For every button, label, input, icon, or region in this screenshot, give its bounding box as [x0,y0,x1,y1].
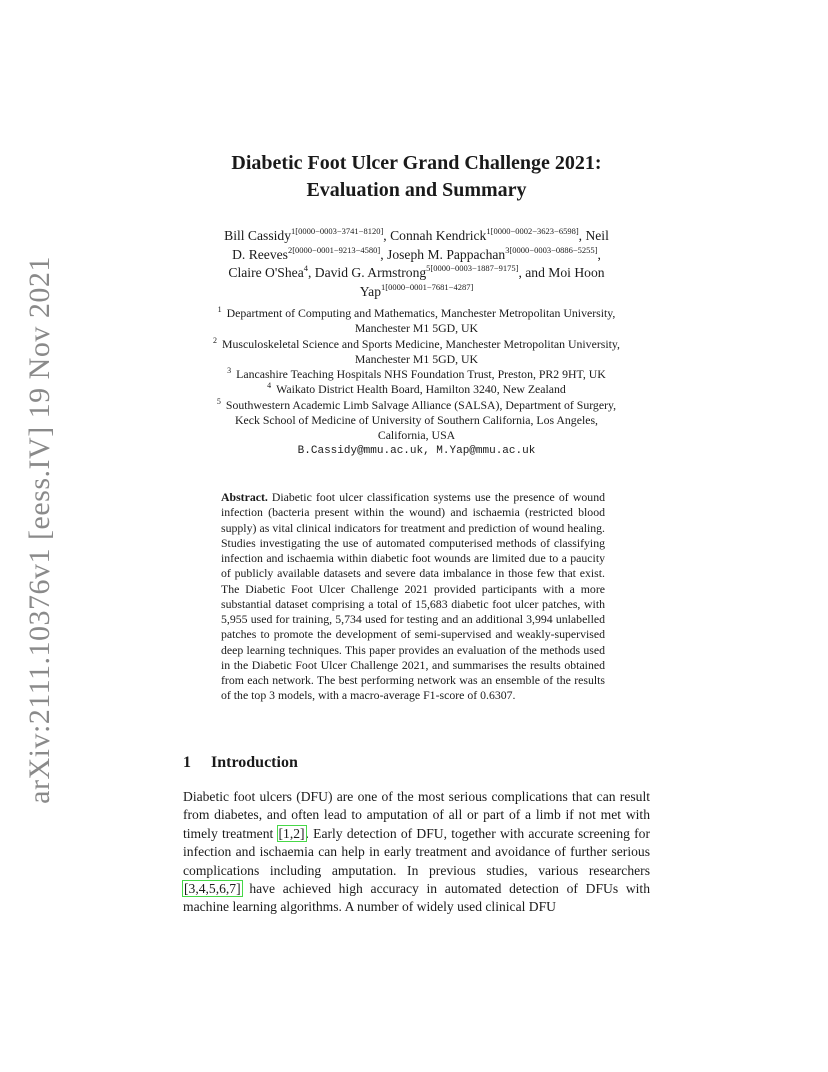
abstract-label: Abstract. [221,490,268,504]
affiliation-text: Musculoskeletal Science and Sports Medicine, Manchester Metropolitan University, [222,336,620,351]
author-affil-mark: 4 [303,263,308,273]
author-name: Bill Cassidy [224,228,291,243]
citation-link[interactable]: [3,4,5,6,7] [184,881,241,897]
author-name: Yap [359,283,381,299]
affiliation-text: Waikato District Health Board, Hamilton 3240, New Zealand [276,382,566,397]
arxiv-identifier-stamp: arXiv:2111.10376v1 [eess.IV] 19 Nov 2021 [23,256,56,804]
affiliation-text: Southwestern Academic Limb Salvage Alliance (SALSA), Department of Surgery, [225,397,617,412]
affiliation-5 [183,398,650,413]
author-line-3: Claire O'Shea$^4$, David G. Armstrong$^{5[0000-0003-1887-9175]}$, and Moi Hoon [228,263,605,280]
affiliation-number: 1 [217,305,222,314]
affiliation-5-cont2: California, USA [377,428,456,443]
author-line-2: D. Reeves$^{2[0000-0001-9213-4580]}$, Joseph M. Pappachan$^{3[0000-0003-0886-5255]}$, [232,244,601,262]
paragraph-text: have achieved high accuracy in automated detection of DFUs with machine learning algorithms. A number of widely used clinical DFU [183,881,650,915]
author-name: and Moi Hoon [525,265,605,280]
author-orcid: 3[0000−0003−0886−5255] [505,244,598,255]
author-list [183,227,650,301]
abstract [221,490,605,704]
affiliation-5-cont: Keck School of Medicine of University of Southern California, Los Angeles, [234,413,598,428]
author-name: David G. Armstrong [314,265,427,280]
title-line-2: Evaluation and Summary [306,179,527,201]
author-orcid: 2[0000−0001−9213−4580] [287,244,381,255]
author-name: Joseph M. Pappachan [387,246,506,262]
affiliation-1-cont: Manchester M1 5GD, UK [354,321,479,336]
affiliation-number: 2 [213,335,218,345]
section-title: Introduction [211,754,298,771]
paragraph-text: Diabetic foot ulcers (DFU) are one of the most serious complications that can result from diabetes, and often lead to amputation of all or part of a limb if not met with timely treatment [183,789,650,841]
paper-title [183,150,650,204]
abstract-text: Diabetic foot ulcer classification systems use the presence of wound infection (bacteria present within the wound) and ischaemia (restricted blood supply) as vital clinical indicators for treatment and prediction of wound healing. Studies investigating the use of automated computerised methods of classifying infection and ischaemia within diabetic foot wounds are limited due to a paucity of publicly available datasets and severe data imbalance in those few that exist. The Diabetic Foot Ulcer Challenge 2021 provided participants with a more substantial dataset comprising a total of 15,683 diabetic foot ulcer patches, with 5,955 used for training, 5,734 used for testing and an additional 3,994 unlabelled patches to promote the development of semi-supervised and weakly-supervised deep learning techniques. This paper provides an evaluation of the methods used in the Diabetic Foot Ulcer Challenge 2021, and summarises the results obtained from each network. The best performing network was an ensemble of the results of the top 3 models, with a macro-average F1-score of 0.6307. [221,490,605,703]
author-orcid: 1[0000−0003−3741−8120] [291,226,384,236]
author-name: Claire O'Shea [228,265,304,280]
affiliation-text: Lancashire Teaching Hospitals NHS Foundation Trust, Preston, PR2 9HT, UK [236,367,606,382]
introduction-paragraph [183,788,650,917]
affiliation-text: Department of Computing and Mathematics, Manchester Metropolitan University, [226,306,616,320]
citation-link[interactable]: [1,2] [278,825,305,841]
affiliation-3 [183,367,650,382]
author-line-4 [183,283,650,302]
section-heading [183,754,298,772]
author-orcid: 1[0000−0001−7681−4287] [381,281,474,292]
author-orcid: 5[0000−0003−1887−9175] [426,263,519,273]
author-name: D. Reeves [232,246,288,262]
section-number: 1 [183,754,191,771]
affiliations [183,306,650,459]
affiliation-number: 4 [267,381,272,391]
author-name: Neil [585,228,609,243]
affiliation-number: 5 [216,396,221,406]
title-line-1: Diabetic Foot Ulcer Grand Challenge 2021: [231,152,602,174]
affiliation-number: 3 [227,366,232,376]
author-line-1: Bill Cassidy$^{1[0000-0003-3741-8120]}$, Connah Kendrick$^{1[0000-0002-3623-6598]}$, Neil [224,226,609,243]
affiliation-1 [183,306,650,321]
author-name: Connah Kendrick [390,228,487,243]
author-emails[interactable]: B.Cassidy@mmu.ac.uk, M.Yap@mmu.ac.uk [297,444,536,457]
author-orcid: 1[0000−0002−3623−6598] [486,226,579,236]
affiliation-4 [183,382,650,397]
affiliation-2 [183,337,650,352]
paragraph-text: . Early detection of DFU, together with accurate screening for infection and ischaemia can help in early treatment and avoidance of further serious complications including amputation. In previous studies, various researchers [183,825,650,878]
affiliation-2-cont: Manchester M1 5GD, UK [354,351,479,366]
